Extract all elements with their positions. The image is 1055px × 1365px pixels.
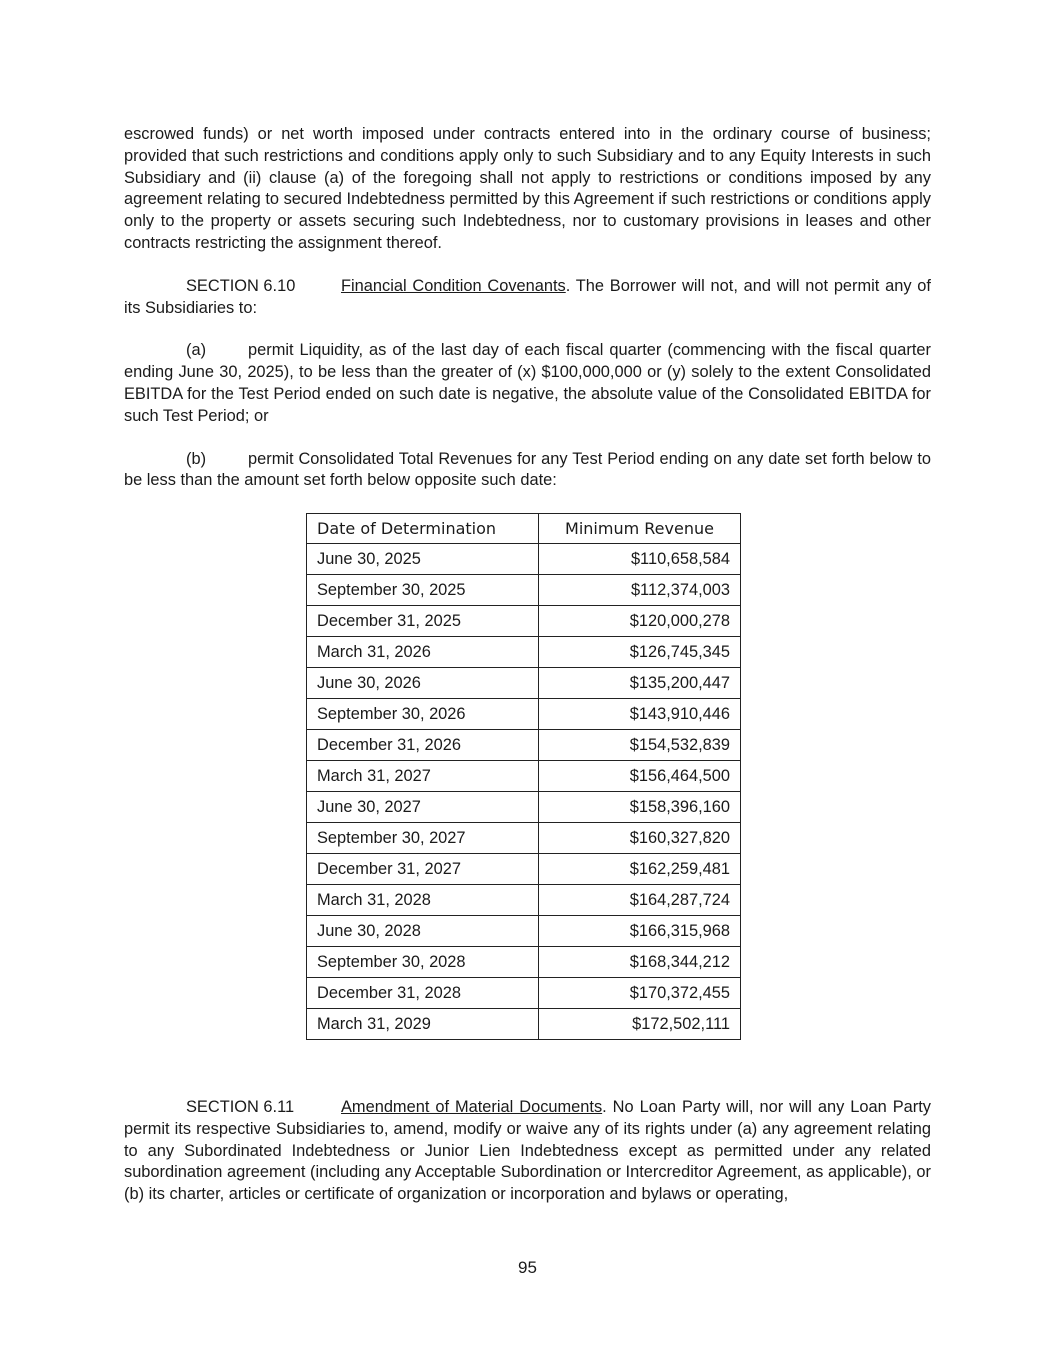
header-minimum-revenue: Minimum Revenue (539, 514, 741, 544)
clause-a-label: (a) (186, 341, 207, 360)
table-row (307, 792, 741, 823)
row-amount: $170,372,455 (539, 978, 741, 1009)
section-6-11 (124, 1097, 931, 1206)
row-date: March 31, 2028 (307, 885, 539, 916)
row-amount: $162,259,481 (539, 854, 741, 885)
row-date: September 30, 2026 (307, 699, 539, 730)
row-amount: $156,464,500 (539, 761, 741, 792)
row-amount: $143,910,446 (539, 699, 741, 730)
row-date: March 31, 2029 (307, 1009, 539, 1040)
clause-a (124, 340, 931, 427)
row-amount: $166,315,968 (539, 916, 741, 947)
section-6-10-title: Financial Condition Covenants (341, 276, 566, 295)
row-amount: $110,658,584 (539, 544, 741, 575)
row-date: March 31, 2027 (307, 761, 539, 792)
row-amount: $126,745,345 (539, 637, 741, 668)
row-date: March 31, 2026 (307, 637, 539, 668)
table-row (307, 885, 741, 916)
document-body (124, 124, 931, 492)
section-6-11-title: Amendment of Material Documents (341, 1098, 603, 1116)
row-amount: $164,287,724 (539, 885, 741, 916)
row-amount: $154,532,839 (539, 730, 741, 761)
table-row (307, 823, 741, 854)
minimum-revenue-table (306, 513, 741, 1040)
minimum-revenue-table-wrapper (306, 513, 741, 1040)
section-6-11-label: SECTION 6.11 (186, 1098, 295, 1116)
table-row (307, 978, 741, 1009)
section-6-10 (124, 276, 931, 320)
row-date: June 30, 2028 (307, 916, 539, 947)
row-date: December 31, 2027 (307, 854, 539, 885)
table-row (307, 699, 741, 730)
row-amount: $112,374,003 (539, 575, 741, 606)
row-date: December 31, 2026 (307, 730, 539, 761)
row-date: June 30, 2025 (307, 544, 539, 575)
row-amount: $120,000,278 (539, 606, 741, 637)
table-row (307, 730, 741, 761)
row-date: September 30, 2028 (307, 947, 539, 978)
clause-b-text: permit Consolidated Total Revenues for any Test Period ending on any date set forth below to be less than the amount set forth below opposite such date: (124, 449, 931, 490)
row-amount: $135,200,447 (539, 668, 741, 699)
table-row (307, 854, 741, 885)
row-amount: $158,396,160 (539, 792, 741, 823)
table-header-row (307, 514, 741, 544)
section-6-10-label: SECTION 6.10 (186, 276, 296, 295)
table-row (307, 575, 741, 606)
clause-b (124, 449, 931, 493)
section-6-10-text: . The Borrower will not, and will not permit any of its Subsidiaries to: (124, 276, 931, 317)
row-amount: $168,344,212 (539, 947, 741, 978)
row-date: June 30, 2027 (307, 792, 539, 823)
table-row (307, 916, 741, 947)
table-row (307, 606, 741, 637)
row-amount: $172,502,111 (539, 1009, 741, 1040)
section-6-11-text: . No Loan Party will, nor will any Loan Party permit its respective Subsidiaries to, amend, modify or waive any of its rights under (a) any agreement relating to any Subordinated Indebtedness or Junior Lien Indebtedness except as permitted under any related subordination agreement (including any Acceptable Subordination or Intercreditor Agreement, as applicable), or (b) its charter, articles or certificate of organization or incorporation and bylaws or operating, (124, 1098, 931, 1204)
continued-paragraph: escrowed funds) or net worth imposed under contracts entered into in the ordinary course of business; provided that such restrictions and conditions apply only to such Subsidiary and to any Equity Interests in such Subsidiary and (ii) clause (a) of the foregoing shall not apply to restrictions or conditions imposed by any agreement relating to secured Indebtedness permitted by this Agreement if such restrictions or conditions apply only to the property or assets securing such Indebtedness, nor to customary provisions in leases and other contracts restricting the assignment thereof. (124, 125, 931, 252)
table-row (307, 761, 741, 792)
table-row (307, 947, 741, 978)
table-row (307, 637, 741, 668)
clause-a-text: permit Liquidity, as of the last day of each fiscal quarter (commencing with the fiscal quarter ending June 30, 2025), to be less than the greater of (x) $100,000,000 or (y) solely to the extent Consolidated EBITDA for the Test Period ended on such date is negative, the absolute value of the Consolidated EBITDA for such Test Period; or (124, 341, 931, 425)
header-date-of-determination: Date of Determination (307, 514, 539, 544)
row-date: December 31, 2025 (307, 606, 539, 637)
table-row (307, 668, 741, 699)
page-number: 95 (518, 1258, 537, 1277)
row-date: September 30, 2027 (307, 823, 539, 854)
table-row (307, 1009, 741, 1040)
row-amount: $160,327,820 (539, 823, 741, 854)
table-row (307, 544, 741, 575)
document-body-lower (124, 1097, 931, 1206)
clause-b-label: (b) (186, 449, 207, 468)
row-date: December 31, 2028 (307, 978, 539, 1009)
row-date: June 30, 2026 (307, 668, 539, 699)
row-date: September 30, 2025 (307, 575, 539, 606)
